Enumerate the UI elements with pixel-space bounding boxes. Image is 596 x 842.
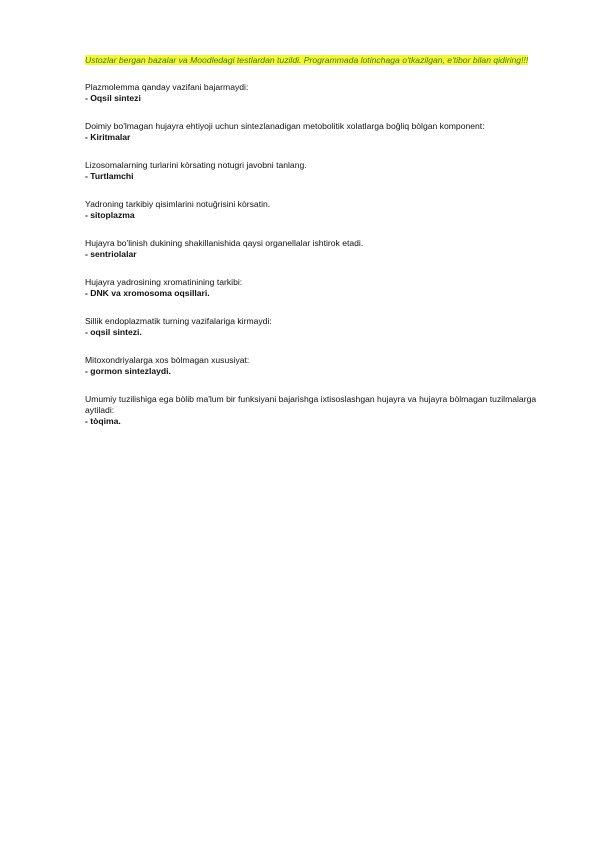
answer-text: - Kiritmalar xyxy=(85,132,131,142)
question-text: Mitoxondriyalarga xos bòlmagan xususiyat: xyxy=(85,355,250,365)
question-text: Sillik endoplazmatik turning vazifalariga kirmaydi: xyxy=(85,316,272,326)
answer-text: - sentriolalar xyxy=(85,249,137,259)
question-text: Yadroning tarkibiy qisimlarini notuğrisini kòrsatin. xyxy=(85,199,271,209)
question-text: Lizosomalarning turlarini kòrsating notugri javobni tanlang. xyxy=(85,160,307,170)
question-block xyxy=(85,160,555,182)
answer-text: - Turtlamchi xyxy=(85,171,134,181)
question-text: Hujayra yadrosining xromatinining tarkibi: xyxy=(85,277,243,287)
question-text: Doimiy bo'lmagan hujayra ehtiyoji uchun sintezlanadigan metobolitik xolatlarga boğliq bòlgan komponent: xyxy=(85,121,485,131)
question-text: Hujayra bo'linish dukining shakillanishida qaysi organellalar ishtirok etadi. xyxy=(85,238,364,248)
document-content xyxy=(85,55,555,444)
question-block xyxy=(85,199,555,221)
question-block xyxy=(85,277,555,299)
question-block xyxy=(85,355,555,377)
answer-text: - DNK va xromosoma oqsillari. xyxy=(85,288,210,298)
answer-text: - sitoplazma xyxy=(85,210,135,220)
question-block xyxy=(85,394,555,427)
answer-text: - Oqsil sintezi xyxy=(85,93,141,103)
answer-text: - gormon sintezlaydi. xyxy=(85,366,171,376)
question-text: Umumiy tuzilishiga ega bòlib ma'lum bir funksiyani bajarishga ixtisoslashgan hujayra va hujayra bòlmagan tuzilmalarga aytiladi: xyxy=(85,394,537,415)
question-block xyxy=(85,316,555,338)
question-text: Plazmolemma qanday vazifani bajarmaydi: xyxy=(85,82,249,92)
highlighted-notice xyxy=(85,55,555,66)
question-block xyxy=(85,238,555,260)
answer-text: - tòqima. xyxy=(85,416,121,426)
notice-text: Ustozlar bergan bazalar va Moodledagi testlardan tuzildi. Programmada lotinchaga o'tkazilgan, e'tibor bilan qidiring!!! xyxy=(85,55,529,65)
answer-text: - oqsil sintezi. xyxy=(85,327,142,337)
question-block xyxy=(85,121,555,143)
question-block xyxy=(85,82,555,104)
